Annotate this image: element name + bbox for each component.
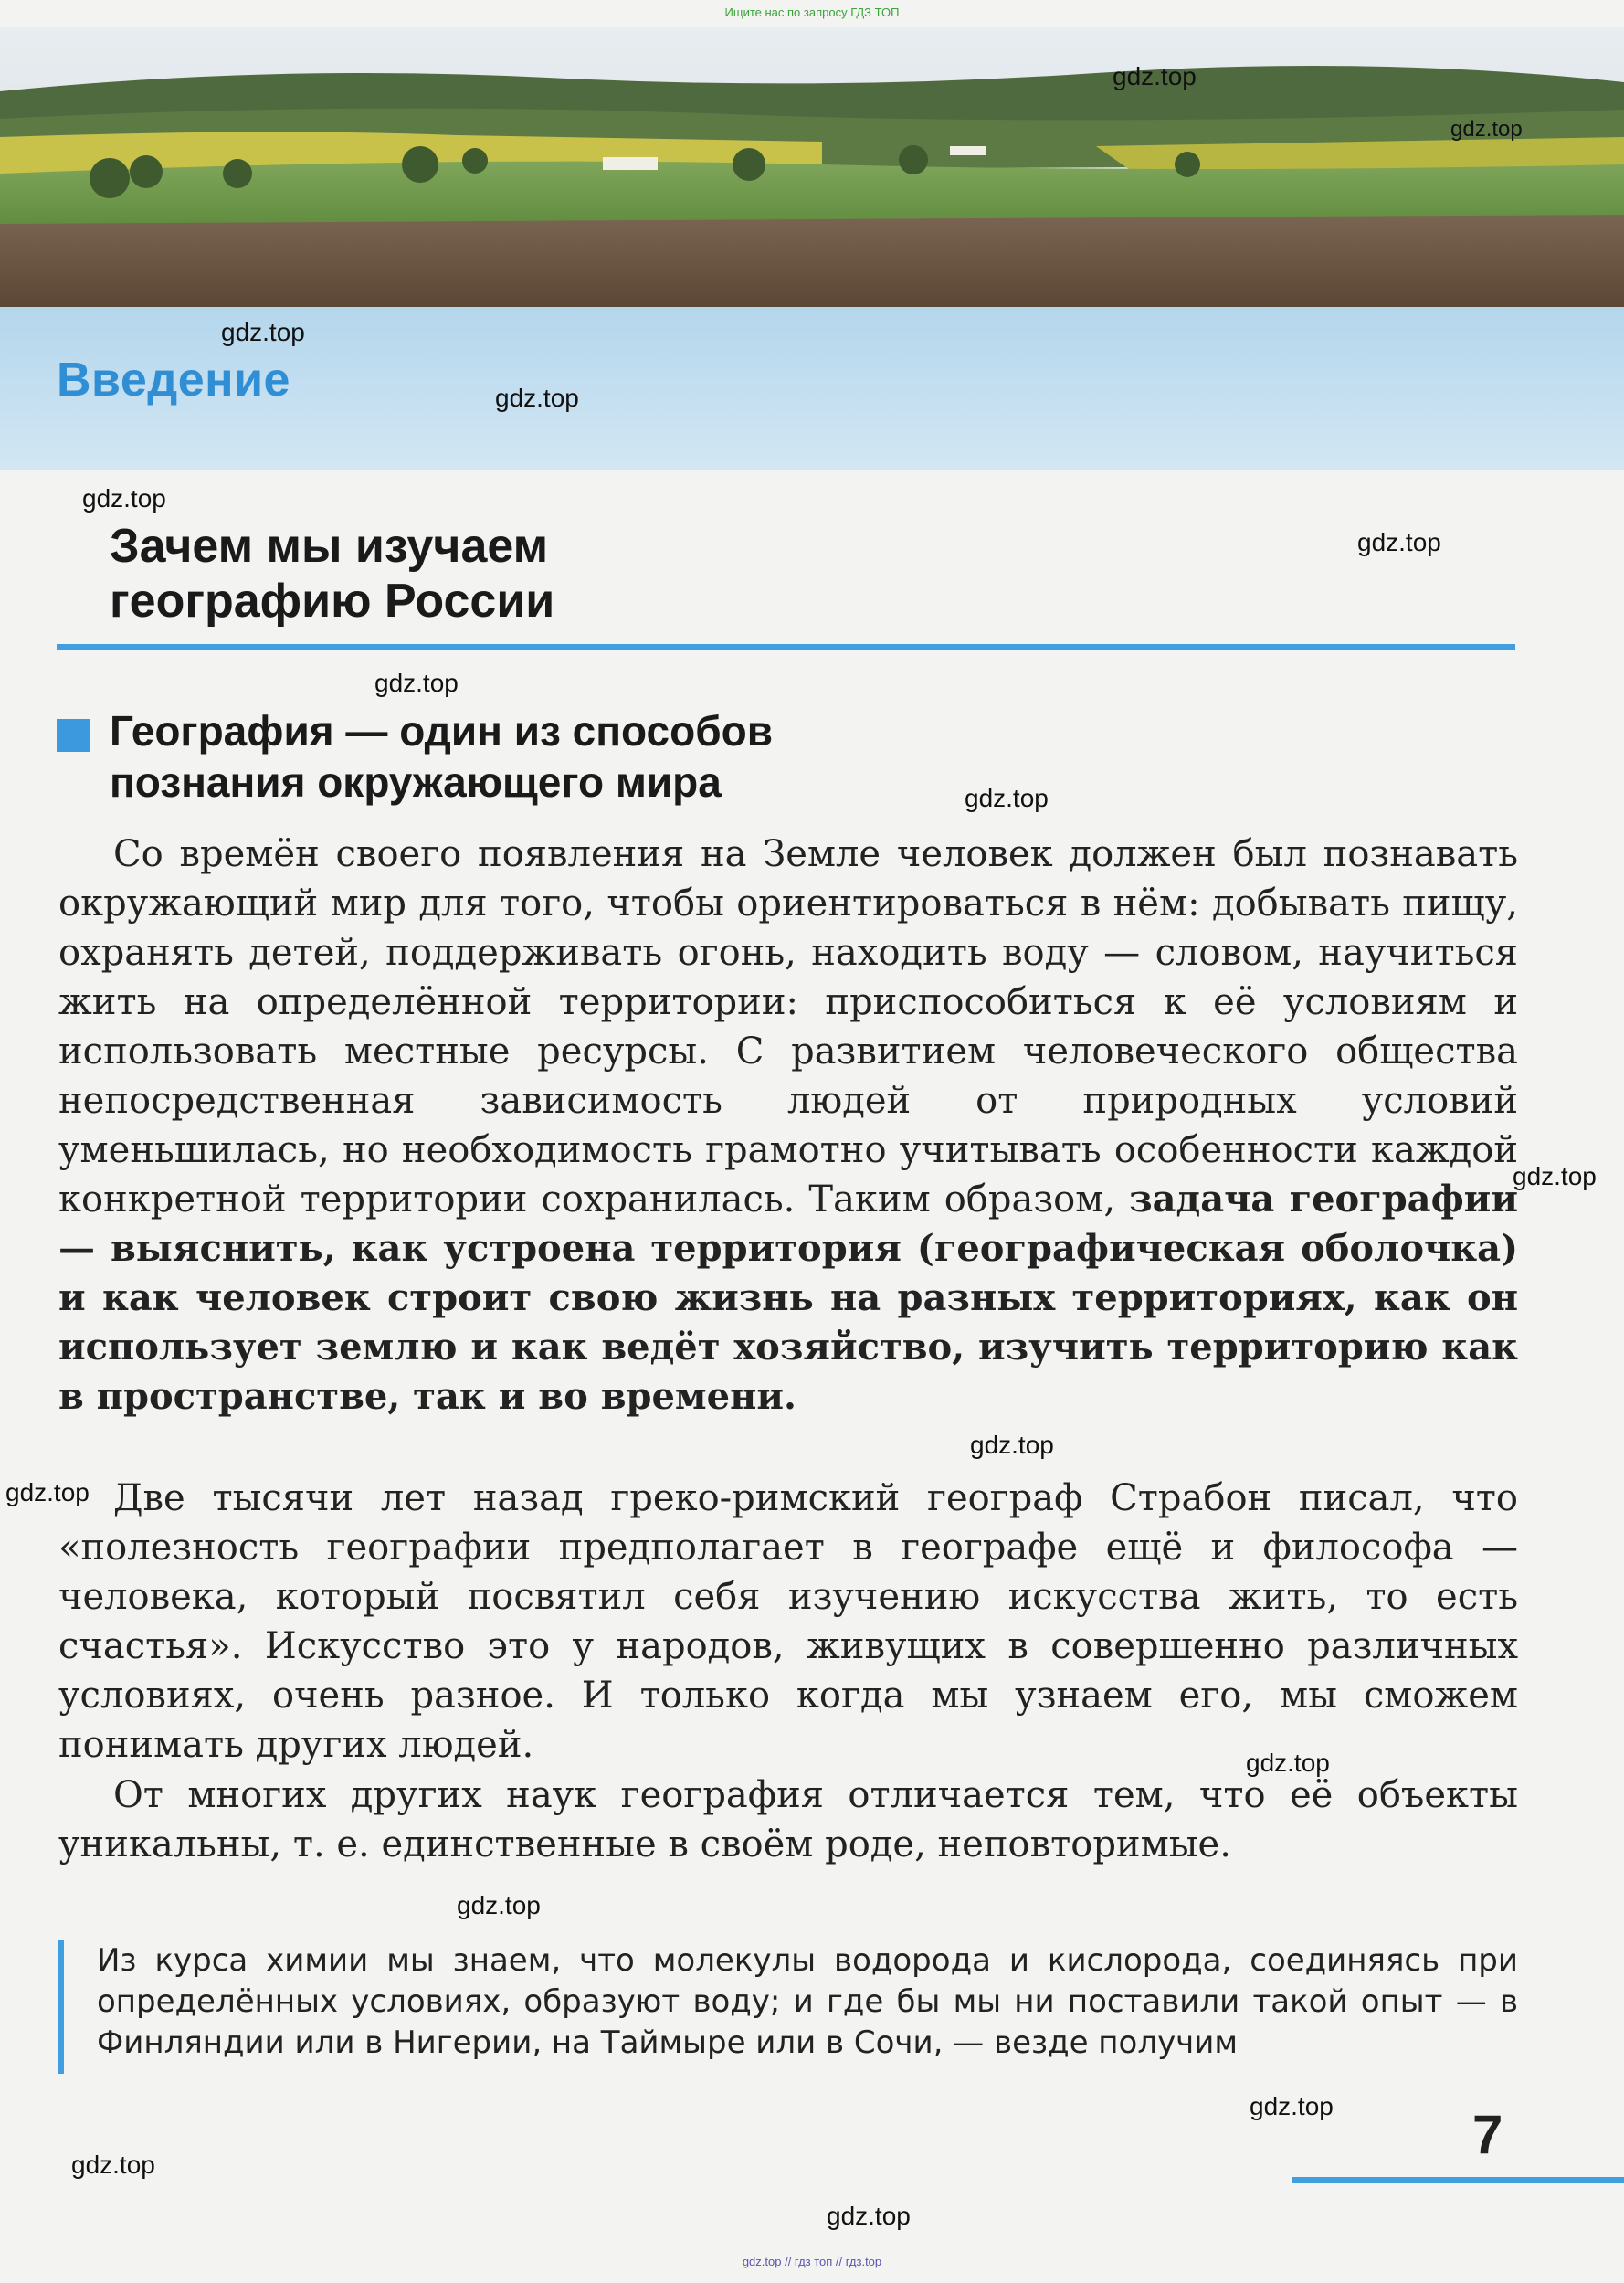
- paragraph-1: [58, 830, 1518, 1422]
- watermark: gdz.top: [1513, 1162, 1597, 1190]
- paragraph-3: [58, 1770, 1518, 1869]
- watermark: gdz.top: [970, 1431, 1054, 1459]
- watermark: gdz.top: [827, 2202, 911, 2230]
- paragraph-2-text: Две тысячи лет назад греко-римский географ Страбон писал, что «полезность географии предполагает в географе ещё и философа — человека, который посвятил себя изучению искусства жить, то есть счастья». Искусство это у народов, живущих в совершенно различных условиях, очень разное. И только когда мы узнаем его, мы сможем понимать других людей.: [58, 1477, 1518, 1766]
- watermark: gdz.top: [1113, 62, 1197, 90]
- subsection-title-line1: География — один из способов: [110, 707, 773, 755]
- watermark: gdz.top: [965, 784, 1049, 812]
- watermark: gdz.top: [71, 2151, 155, 2179]
- paragraph-1-bold: задача географии — выяснить, как устроена территория (географическая оболочка) и как человек строит свою жизнь на разных территориях, как он использует землю и как ведёт хозяйство, изучить территорию как в пространстве, так и во времени.: [58, 1178, 1519, 1418]
- subsection-title-line2: познания окружающего мира: [110, 758, 722, 806]
- bottom-banner: gdz.top // гдз топ // гдз.top: [742, 2255, 882, 2268]
- watermark: gdz.top: [5, 1478, 90, 1506]
- paragraph-3-text: От многих других наук география отличается тем, что её объекты уникальны, т. е. единственные в своём роде, неповторимые.: [58, 1774, 1518, 1866]
- top-banner: Ищите нас по запросу ГДЗ ТОП: [724, 5, 900, 19]
- watermark: gdz.top: [1250, 2092, 1334, 2120]
- section-title-line2: географию России: [110, 575, 555, 628]
- section-title: [110, 519, 1480, 629]
- page-number: 7: [1472, 2104, 1503, 2165]
- subsection-title: [110, 705, 1480, 808]
- bullet-square-icon: [57, 719, 90, 752]
- watermark: gdz.top: [1246, 1749, 1330, 1777]
- section-title-line1: Зачем мы изучаем: [110, 520, 549, 573]
- landscape-photo: [0, 27, 1624, 307]
- watermark: gdz.top: [82, 484, 166, 513]
- watermark: gdz.top: [495, 384, 579, 412]
- watermark: gdz.top: [221, 318, 305, 346]
- aside-note: Из курса химии мы знаем, что молекулы водорода и кислорода, соединяясь при определённых условиях, образуют воду; и где бы мы ни поставили такой опыт — в Финляндии или в Нигерии, на Таймыре или в Сочи, — везде получим: [58, 1940, 1518, 2074]
- paragraph-2: [58, 1474, 1518, 1770]
- watermark: gdz.top: [1357, 528, 1441, 556]
- watermark: gdz.top: [1450, 117, 1523, 142]
- paragraph-1-text: Со времён своего появления на Земле человек должен был познавать окружающий мир для того, чтобы ориентироваться в нём: добывать пищу, охранять детей, поддерживать огонь, находить воду — словом, научиться жить на определённой территории: приспособиться к её условиям и использовать местные ресурсы. С развитием человеческого общества непосредственная зависимость людей от природных условий уменьшилась, но необходимость грамотно учитывать особенности каждой конкретной территории сохранилась. Таким образом,: [58, 833, 1518, 1221]
- intro-label: Введение: [57, 354, 290, 407]
- page-number-rule: [1292, 2177, 1624, 2183]
- watermark: gdz.top: [457, 1891, 541, 1919]
- watermark: gdz.top: [374, 669, 459, 697]
- section-divider: [57, 644, 1515, 650]
